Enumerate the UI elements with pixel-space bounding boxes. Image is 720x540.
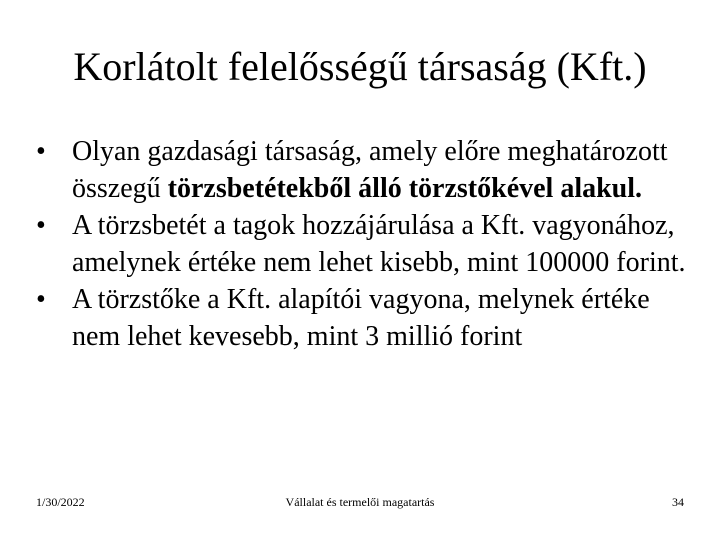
bullet-item — [36, 281, 696, 355]
bullet-text: Olyan gazdasági társaság, amely előre meghatározott összegű — [72, 136, 668, 204]
page-number: 34 — [672, 495, 684, 509]
bullet-list — [36, 133, 696, 355]
footer-title: Vállalat és termelői magatartás — [285, 495, 435, 509]
bullet-item — [36, 133, 696, 207]
bullet-icon: • — [36, 284, 46, 315]
bullet-text-bold: törzsbetétekből álló törzstőkével alakul. — [167, 173, 643, 204]
bullet-icon: • — [36, 136, 46, 167]
slide-title: Korlátolt felelősségű társaság (Kft.) — [73, 44, 647, 89]
bullet-item — [36, 207, 696, 281]
footer-date: 1/30/2022 — [36, 495, 85, 509]
bullet-icon: • — [36, 210, 46, 241]
bullet-text: A törzsbetét a tagok hozzájárulása a Kft. vagyonához, amelynek értéke nem lehet kisebb, mint 100000 forint. — [72, 210, 686, 278]
bullet-text: A törzstőke a Kft. alapítói vagyona, melynek értéke nem lehet kevesebb, mint 3 millió forint — [72, 284, 650, 352]
